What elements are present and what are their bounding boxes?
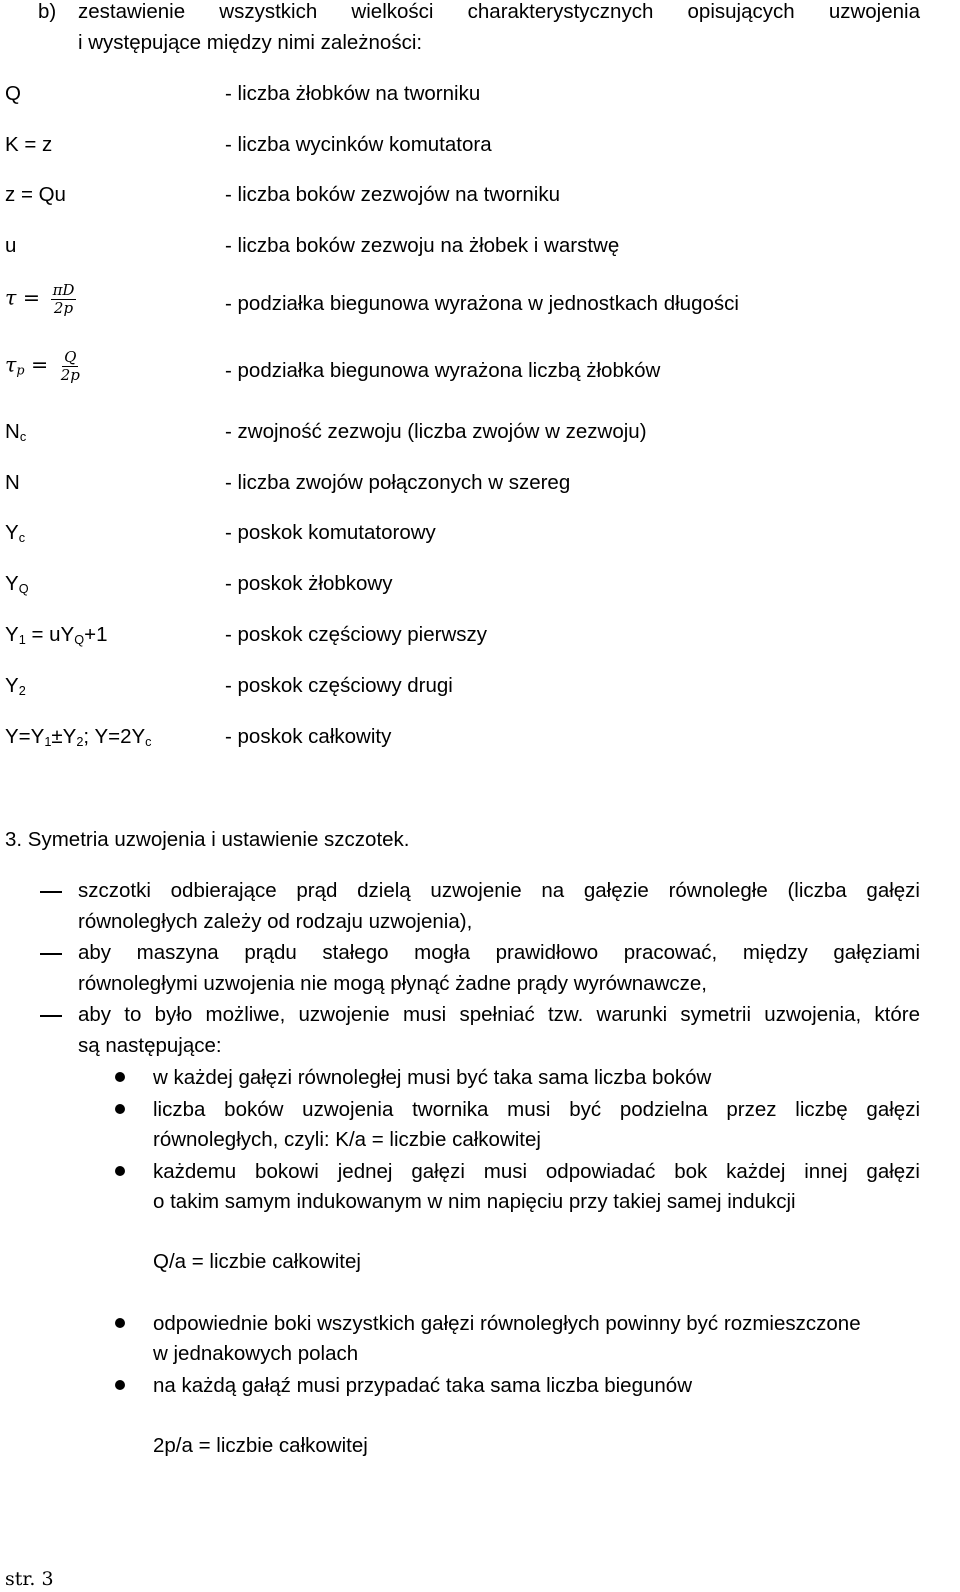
dash-item-line: równoległych zależy od rodzaju uzwojenia), <box>78 910 473 933</box>
dash-item-line: aby to było możliwe, uzwojenie musi spełniać tzw. warunki symetrii uzwojenia, które <box>78 1003 920 1026</box>
bullet-item-line: odpowiednie boki wszystkich gałęzi równoległych powinny być rozmieszczone <box>153 1312 861 1335</box>
bullet-item-line: każdemu bokowi jednej gałęzi musi odpowiadać bok każdej innej gałęzi <box>153 1160 920 1183</box>
bullet-item-line: liczba boków uzwojenia twornika musi być podzielna przez liczbę gałęzi <box>153 1098 920 1121</box>
definition-desc: - poskok żłobkowy <box>225 572 393 595</box>
definition-desc: - liczba boków zezwoju na żłobek i warstwę <box>225 234 620 257</box>
definition-desc: - poskok częściowy drugi <box>225 674 453 697</box>
bullet-item-line: w jednakowych polach <box>153 1342 359 1365</box>
symbol-u: u <box>5 234 17 257</box>
dash-marker <box>40 891 62 893</box>
bullet-marker <box>115 1380 125 1390</box>
symbol-z: z = Qu <box>5 183 66 206</box>
symbol-yq: $Y_Q$ <box>5 572 29 596</box>
bullet-marker <box>115 1166 125 1176</box>
symbol-tau-p-formula: $\tau_p$ = $\frac{Q}{2p}$ <box>5 348 80 384</box>
formula-2p-a: 2p/a = liczbie całkowitej <box>153 1434 368 1457</box>
section-heading: 3. Symetria uzwojenia i ustawienie szczotek. <box>5 828 410 851</box>
bullet-marker <box>115 1104 125 1114</box>
symbol-y1: $Y_1 = uY_Q+1$ <box>5 623 108 647</box>
page-number: str. 3 <box>5 1568 54 1590</box>
symbol-nc: $N_c$ <box>5 420 27 444</box>
bullet-marker <box>115 1072 125 1082</box>
dash-item-line: są następujące: <box>78 1034 222 1057</box>
intro-line-1: zestawienie wszystkich wielkości charakterystycznych opisujących uzwojenia <box>78 0 920 23</box>
definition-desc: - liczba żłobków na tworniku <box>225 82 481 105</box>
definition-desc: - liczba wycinków komutatora <box>225 133 492 156</box>
symbol-q: Q <box>5 82 21 105</box>
definition-desc: - poskok komutatorowy <box>225 521 436 544</box>
symbol-tau-formula: τ = $\frac{\pi D}{2p}$ <box>5 281 75 317</box>
dash-item-line: aby maszyna prądu stałego mogła prawidłowo pracować, między gałęziami <box>78 941 920 964</box>
symbol-yc: $Y_c$ <box>5 521 26 545</box>
bullet-item-line: równoległych, czyli: K/a = liczbie całkowitej <box>153 1128 541 1151</box>
definition-desc: - podziałka biegunowa wyrażona w jednostkach długości <box>225 292 739 315</box>
dash-item-line: równoległymi uzwojenia nie mogą płynąć żadne prądy wyrównawcze, <box>78 972 707 995</box>
list-marker-b: b) <box>38 0 57 23</box>
symbol-y-total: $Y=Y_1\pm Y_2$; $Y=2Y_c$ <box>5 725 152 749</box>
definition-desc: - liczba zwojów połączonych w szereg <box>225 471 571 494</box>
bullet-item-line: na każdą gałąź musi przypadać taka sama liczba biegunów <box>153 1374 692 1397</box>
dash-item-line: szczotki odbierające prąd dzielą uzwojenie na gałęzie równoległe (liczba gałęzi <box>78 879 920 902</box>
definition-desc: - liczba boków zezwojów na tworniku <box>225 183 560 206</box>
dash-marker <box>40 953 62 955</box>
formula-q-a: Q/a = liczbie całkowitej <box>153 1250 361 1273</box>
definition-desc: - poskok częściowy pierwszy <box>225 623 488 646</box>
bullet-marker <box>115 1318 125 1328</box>
definition-desc: - podziałka biegunowa wyrażona liczbą żłobków <box>225 359 661 382</box>
bullet-item-line: o takim samym indukowanym w nim napięciu przy takiej samej indukcji <box>153 1190 796 1213</box>
definition-desc: - poskok całkowity <box>225 725 392 748</box>
intro-line-2: i występujące między nimi zależności: <box>78 31 423 54</box>
symbol-y2: $Y_2$ <box>5 674 26 698</box>
definition-desc: - zwojność zezwoju (liczba zwojów w zezwoju) <box>225 420 647 443</box>
dash-marker <box>40 1015 62 1017</box>
bullet-item-line: w każdej gałęzi równoległej musi być taka sama liczba boków <box>153 1066 712 1089</box>
symbol-k: K = z <box>5 133 53 156</box>
symbol-n: N <box>5 471 20 494</box>
